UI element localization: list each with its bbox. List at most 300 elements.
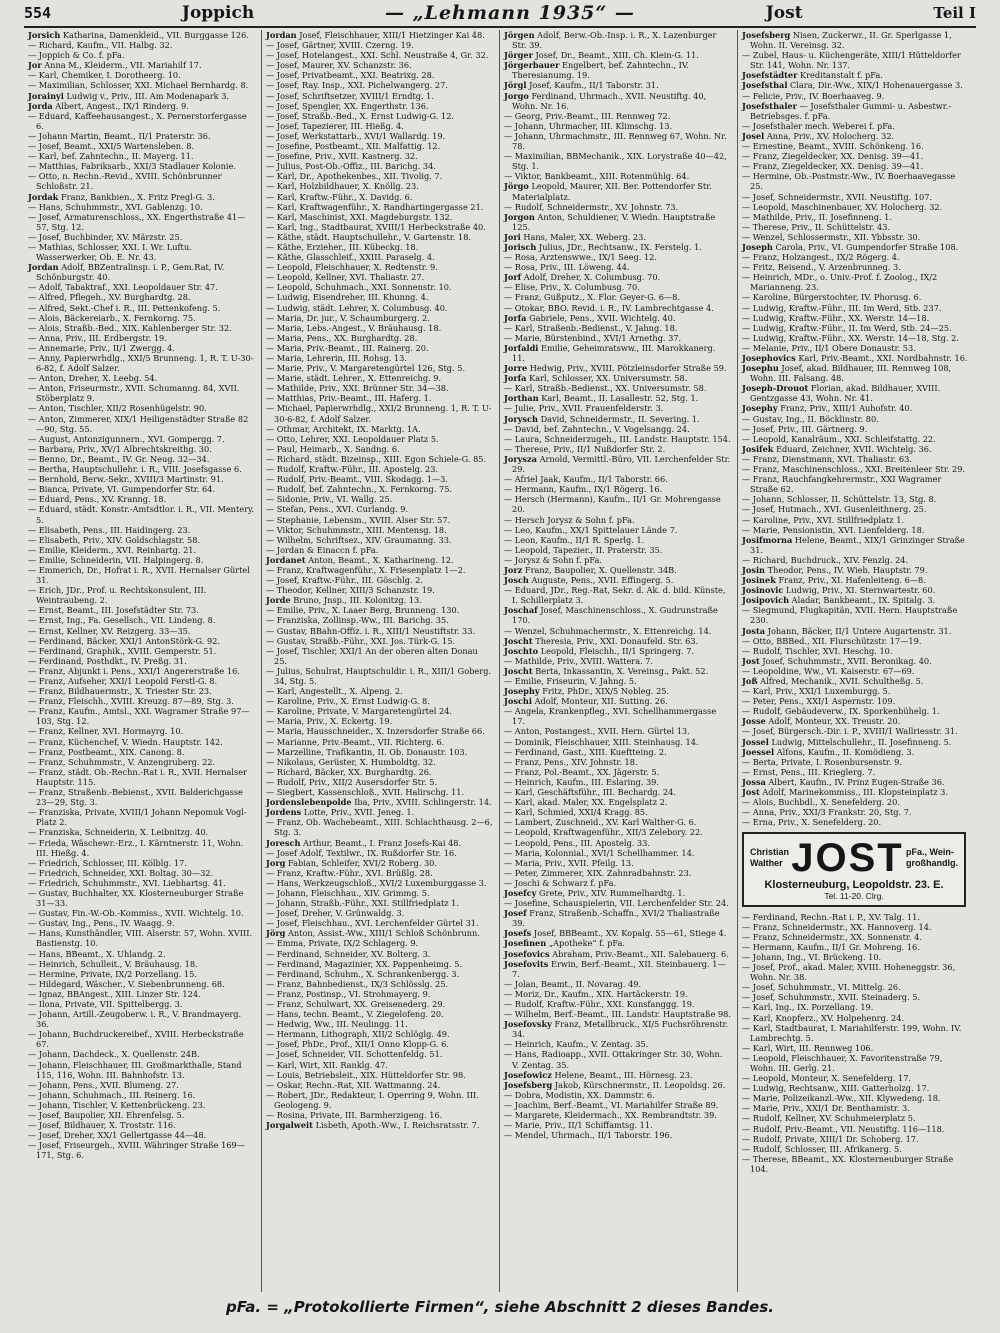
directory-entry	[266, 686, 493, 696]
directory-entry	[266, 333, 493, 343]
directory-entry	[742, 50, 970, 70]
directory-entry	[742, 696, 970, 706]
entry-text: — Karl, Angestellt., X. Alpeng. 2.	[266, 686, 403, 697]
entry-text: — Mathias, Schlosser, XXI. I. Wr. Luftu. Wasserwerker, Ob. E. Nr. 43.	[28, 241, 192, 263]
entry-text: — Rudolf, Priv.-Beamt., VII. Neustiftg. 116—118.	[742, 1123, 945, 1134]
directory-entry	[266, 525, 493, 535]
entry-text: — Wilhelm, Schriftsez., XIV. Graumanng. 33.	[266, 534, 452, 545]
directory-entry	[28, 60, 255, 70]
entry-text: — Leopoldine, Ww., VI. Kaiserstr. 67—69.	[742, 665, 915, 676]
directory-entry	[28, 615, 255, 625]
entry-text: — Siegbert, Kassenschloß., XVII. Halirschg. 11.	[266, 787, 465, 798]
entry-text: — Gustav, Fin.-W.-Ob.-Kommiss., XVII. Wichtelg. 10.	[28, 908, 244, 919]
entry-text: — Otto, n. Rechn.-Revid., XVIII. Schönbrunner Schloßstr. 21.	[28, 171, 222, 192]
directory-entry	[742, 1023, 970, 1043]
directory-entry	[28, 888, 255, 908]
entry-text: — Emmerich, Dr., Hofrat i. R., XVII. Hernalser Gürtel 31.	[28, 564, 250, 586]
entry-text: — Anton, Postangest., XVII. Hern. Gürtel 13.	[504, 726, 690, 737]
directory-entry	[504, 838, 731, 848]
directory-entry	[266, 262, 493, 272]
entry-text: — Hermann, Kaufm., IX/1 Rögerg. 16.	[504, 484, 663, 495]
entry-text: — Bernhold, Berw.-Sekr., XVIII/3 Martinstr. 91.	[28, 474, 224, 485]
directory-entry	[504, 949, 731, 959]
directory-entry	[28, 454, 255, 464]
directory-entry	[504, 999, 731, 1009]
directory-entry	[266, 626, 493, 636]
directory-entry	[742, 676, 970, 686]
directory-entry	[742, 272, 970, 292]
directory-entry	[742, 1002, 970, 1012]
entry-text: Emilie, Geheimratsww., III. Marokkanerg. 11.	[512, 342, 716, 363]
directory-entry	[504, 938, 731, 948]
directory-entry	[28, 131, 255, 141]
entry-text: — Josef, Schneider, VII. Schottenfeldg. 51.	[266, 1049, 443, 1060]
entry-surname: Josipovich	[742, 595, 790, 606]
directory-entry	[266, 181, 493, 191]
entry-text: — Laura, Schneiderzugeh., III. Landstr. Hauptstr. 154.	[504, 433, 731, 444]
entry-text: Lisbeth, Apoth.-Ww., I. Reichsratsstr. 7.	[315, 1120, 480, 1131]
entry-text: — Hedwig, Ww., III. Neulingg. 11.	[266, 1019, 408, 1030]
entry-text: — Karl, Straßb.-Bedienst., XX. Universumstr. 58.	[504, 383, 707, 394]
directory-entry	[266, 696, 493, 706]
entry-text: — Karl, Ing., Stadtbaurat, XVIII/1 Herbeckstraße 40.	[266, 221, 486, 232]
directory-entry	[742, 807, 970, 817]
directory-entry	[266, 636, 493, 646]
entry-text: — Josef, Priv., III. Gärtnerg. 9.	[742, 423, 868, 434]
entry-text: — Fritz, Reisend., V. Arzenbrunneg. 3.	[742, 262, 901, 273]
directory-entry	[742, 777, 970, 787]
directory-entry	[504, 605, 731, 625]
directory-entry	[28, 525, 255, 535]
directory-entry	[266, 666, 493, 686]
entry-surname: Jost	[742, 787, 760, 798]
entry-text: — Matthias, Fabriksarb., XXI/3 Stadlauer Kolonie.	[28, 161, 236, 172]
entry-text: — Franz, Schneidermstr., XX. Hannoverg. 14.	[742, 921, 932, 932]
entry-surname: Josephy	[504, 686, 540, 697]
entry-text: Theresia, Priv., XXI. Donaufeld. Str. 63.	[535, 635, 699, 646]
entry-text: — Peter, Pens., XXI/1 Aspernstr. 109.	[742, 696, 896, 707]
entry-text: Clara, Dir.-Ww., XIX/1 Hohenauergasse 3.	[790, 80, 963, 91]
entry-surname: Jordak	[28, 191, 59, 202]
entry-text: — Johann, Pens., XVII. Blumeng. 27.	[28, 1079, 179, 1090]
directory-entry	[266, 737, 493, 747]
directory-entry	[28, 827, 255, 837]
entry-text: — Franz, Straßenb.-Bebienst., XVII. Balderichgasse 23—29, Stg. 3.	[28, 787, 243, 808]
entry-text: — Rudolf, Schneidermstr., XV. Johnstr. 73.	[504, 201, 679, 212]
entry-text: — Richard, Buchdruck., XIV. Fenzlg. 24.	[742, 554, 909, 565]
footer-note: pFa. = „Protokollierte Firmen“, siehe Abschnitt 2 dieses Bandes.	[226, 1298, 774, 1316]
entry-text: — Nikolaus, Gerüster, X. Humboldtg. 32.	[266, 756, 436, 767]
entry-text: — Josef, PhDr., Prof., XII/1 Onno Klopp-G. 6.	[266, 1039, 449, 1050]
directory-entry	[266, 313, 493, 323]
directory-entry	[266, 938, 493, 948]
entry-text: — Karl, Kraftwagenführ., X. Randhartingergasse 21.	[266, 201, 484, 212]
entry-text: — Rudolf, Private, XIII/1 Dr. Schoberg. 17.	[742, 1133, 919, 1144]
entry-text: — Alfred, Sekt.-Chef i. R., III. Pettenkofeng. 5.	[28, 302, 221, 313]
entry-text: — Ludwig, Kraftw.-Führ., III. Im Werd, Stb. 237.	[742, 302, 942, 313]
entry-text: — Barbara, Priv., XV/1 Albrechtskreithg. 30.	[28, 443, 212, 454]
entry-text: Julius, JDr., Rechtsanw., IX. Ferstelg. 1.	[538, 241, 702, 252]
entry-text: — Josef, Maurer, XV. Schanzstr. 36.	[266, 60, 412, 71]
directory-entry	[742, 80, 970, 90]
directory-entry	[504, 414, 731, 424]
directory-entry	[504, 1080, 731, 1090]
entry-text: — Othmar, Architekt, IX. Marktg. 1A.	[266, 423, 421, 434]
columns-container	[24, 30, 976, 1292]
directory-entry	[742, 1083, 970, 1093]
ad-side-line-1: pFa., Wein-	[906, 847, 954, 858]
entry-text: — Otto, Lehrer, XXI. Leopoldauer Platz 5.	[266, 433, 439, 444]
directory-entry	[742, 817, 970, 827]
entry-text: — Hermine, Ob.-Postmstr.-Ww., IV. Boerhaavegasse 25.	[742, 171, 956, 192]
directory-entry	[504, 151, 731, 171]
directory-entry	[504, 535, 731, 545]
entry-text: Anton, Schuldiener, V. Wiedn. Hauptstraße 125.	[512, 211, 716, 232]
entry-surname: Josta	[742, 625, 766, 636]
entry-text: — Johann, Tischler, V. Kettenbrückeng. 23.	[28, 1099, 206, 1110]
directory-entry	[28, 908, 255, 918]
directory-entry	[266, 565, 493, 575]
directory-entry	[742, 646, 970, 656]
directory-entry	[504, 908, 731, 928]
directory-entry	[266, 585, 493, 595]
entry-text: — Franz, Aufseher, XXI/1 Leopold Ferstl-G. 8.	[28, 676, 218, 686]
entry-text: — Josefsthaler mech. Weberei f. pFa.	[742, 120, 895, 131]
entry-text: — Karl, Ing., IX. Porzellang. 19.	[742, 1002, 874, 1013]
entry-text: Hans, Maler, XX. Weberg. 23.	[523, 231, 646, 242]
entry-surname: Jordenslebenpolde	[266, 797, 352, 808]
entry-text: — Ludwig, Eisendreher, III. Khunng. 4.	[266, 292, 429, 303]
entry-text: — Anton, Zimmerer, XIX/1 Heiligenstädter Straße 82—90, Stg. 55.	[28, 413, 249, 434]
directory-entry	[504, 1019, 731, 1039]
entry-text: — Franziska, Private, XVIII/1 Johann Nepomuk Vogl-Platz 2.	[28, 807, 247, 828]
entry-text: — Ernst, Beamt., III. Josefstädter Str. 73.	[28, 605, 199, 616]
entry-text: — Leopold, Schuhmach., XXI. Sonnenstr. 10.	[266, 282, 452, 293]
left-keyword: Joppich	[181, 3, 255, 23]
entry-text: — Josef, Bildhauer, X. Troststr. 116.	[28, 1120, 176, 1131]
directory-entry	[28, 1060, 255, 1080]
directory-entry	[504, 171, 731, 181]
entry-text: — Leopold, Fleischhauer, X. Favoritenstraße 79, Wohn. III. Gerlg. 21.	[742, 1052, 943, 1073]
entry-surname: Jörgl	[504, 80, 527, 91]
directory-entry	[742, 1124, 970, 1134]
ad-name-line-1: Christian	[750, 847, 790, 858]
entry-text: Josef, Kaufm., II/1 Taborstr. 31.	[529, 80, 659, 91]
directory-entry	[742, 414, 970, 424]
entry-text: — Bianca, Private, VI. Gumpendorfer Str. 64.	[28, 484, 216, 495]
entry-text: — Rudolf, Priv.-Beamt., VIII. Skodagg. 1—3.	[266, 474, 448, 485]
directory-entry	[742, 716, 970, 726]
directory-entry	[742, 797, 970, 807]
ad-telephone: Tel. 11-20. Clrg.	[824, 890, 884, 901]
entry-text: David, Schneidermstr., II. Severing. 1.	[540, 413, 700, 424]
entry-text: — Marzelline, Trafikantin, II. Ob. Donaustr. 103.	[266, 746, 468, 757]
entry-text: — Ludwig, städt. Lehrer, X. Columbusg. 40.	[266, 302, 448, 313]
entry-text: — Karl, Stadtbaurat, I. Mariahilferstr. 199, Wohn. IV. Lambrechtg. 5.	[742, 1022, 962, 1043]
entry-text: — Franz, Schuhmmstr., V. Anzengruberg. 22.	[28, 756, 216, 767]
entry-text: Gabriele, Pens., XVII. Wichtelg. 40.	[529, 312, 676, 323]
entry-text: — Leopold, Tapezier., II. Praterstr. 35.	[504, 544, 663, 555]
directory-entry	[28, 666, 255, 676]
directory-entry	[266, 60, 493, 70]
entry-text: — Hans, Radioapp., XVII. Ottakringer Str. 30, Wohn. V. Zentag. 35.	[504, 1049, 723, 1070]
directory-entry	[266, 1009, 493, 1019]
entry-text: — Franz, Kaufm., Amtsl., XXI. Wagramer Straße 97—103, Stg. 12.	[28, 706, 250, 727]
entry-text: — Viktor, Schuhmmstr., XIII. Mentensg. 18.	[266, 524, 447, 535]
entry-text: — Friedrich, Schneider, XXI. Boltag. 30—32.	[28, 867, 214, 878]
entry-surname: Josefsthaler	[742, 100, 797, 111]
directory-entry	[504, 747, 731, 757]
directory-entry	[266, 1070, 493, 1080]
entry-text: — Jolan, Beamt., II. Novarag. 49.	[504, 978, 642, 989]
directory-entry	[28, 676, 255, 686]
directory-entry	[266, 101, 493, 111]
entry-text: — Käthe, Glasschleif., XXIII. Paraselg. 4.	[266, 252, 435, 263]
entry-text: — Josef, Schriftsetzer, XVIII/1 Erndtg. 1.	[266, 90, 434, 101]
entry-text: — Dominik, Fleischhauer, XIII. Steinhausg. 14.	[504, 736, 699, 747]
directory-entry	[742, 1103, 970, 1113]
directory-entry	[504, 777, 731, 787]
entry-text: — Johann, Uhrmachmstr., III. Rennweg 67, Wohn. Nr. 78.	[504, 130, 727, 152]
directory-entry	[504, 1009, 731, 1019]
directory-entry	[742, 952, 970, 962]
directory-entry	[742, 202, 970, 212]
directory-entry	[742, 787, 970, 797]
directory-entry	[28, 686, 255, 696]
directory-entry	[742, 292, 970, 302]
entry-surname: Josefinen	[504, 938, 547, 949]
entry-text: Leopold, Maurer, XII. Ber. Pottendorfer Str. Materialplatz.	[512, 181, 712, 202]
directory-entry	[266, 1090, 493, 1110]
directory-entry	[28, 141, 255, 151]
directory-entry	[28, 494, 255, 504]
directory-entry	[28, 989, 255, 999]
directory-entry	[266, 50, 493, 60]
entry-text: — Johann, Uhrmacher, III. Klimschg. 13.	[504, 120, 673, 131]
entry-surname: Jori	[504, 231, 521, 242]
entry-surname: Josefsberg	[742, 30, 791, 40]
entry-surname: Jorgalweit	[266, 1120, 313, 1131]
entry-text: — Siegmund, Flugkapitän, XVII. Hern. Hauptstraße 230.	[742, 605, 958, 626]
entry-text: Arnold, Vermittl.-Büro, VII. Lerchenfelder Str. 29.	[512, 453, 731, 475]
entry-text: — Ignaz, BBAngest., XIII. Linzer Str. 124.	[28, 988, 201, 999]
entry-text: — Maria, Lehrerin, III. Rohsg. 13.	[266, 353, 407, 363]
entry-text: Bruno, Jnsp., III. Kolonitzg. 13.	[293, 595, 422, 606]
directory-entry	[504, 858, 731, 868]
entry-text: — Karl, Dr., Apothekenbes., XII. Tivolig. 7.	[266, 171, 443, 182]
entry-text: — Josef, Dreher, V. Grünwaldg. 3.	[266, 908, 405, 919]
directory-entry	[266, 1019, 493, 1029]
entry-text: — Hans, BBeamt., X. Uhlandg. 2.	[28, 948, 166, 959]
entry-surname: Jorf	[504, 272, 522, 283]
entry-text: — Marie, Priv., XXI/1 Dr. Benthamistr. 3.	[742, 1103, 910, 1114]
directory-entry	[28, 383, 255, 403]
directory-entry	[504, 202, 731, 212]
entry-surname: Jossa	[742, 776, 766, 787]
directory-entry	[742, 595, 970, 605]
directory-entry	[266, 40, 493, 50]
directory-entry	[742, 161, 970, 171]
entry-text: — Josef, Gärtner, XVIII. Czerng. 19.	[266, 40, 414, 51]
directory-entry	[504, 827, 731, 837]
directory-entry	[504, 444, 731, 454]
directory-entry	[266, 949, 493, 959]
entry-text: — Peter, Zimmerer, XIX. Zahnradbahnstr. 23.	[504, 867, 692, 878]
directory-entry	[742, 232, 970, 242]
entry-surname: Josefcy	[504, 887, 537, 898]
entry-text: — Franz, Abjunkt i. Pens., XXI/1 Angererstraße 16.	[28, 665, 240, 676]
directory-entry	[742, 575, 970, 585]
directory-entry	[504, 585, 731, 605]
directory-entry	[504, 111, 731, 121]
entry-text: — Maria, Kolonnial., XVI/1 Schellhammer. 14.	[504, 847, 695, 858]
entry-text: Florian, akad. Bildhauer, XVIII. Gentzgasse 43, Wohn. Nr. 41.	[750, 383, 941, 404]
entry-surname: Josifmorna	[742, 534, 793, 545]
entry-text: — Gustav, Straßb.-Führ., XXI. Jos. Türk-G. 15.	[266, 635, 456, 646]
entry-text: — Karoline, Priv., XVI. Stillfriedplatz 1.	[742, 514, 905, 525]
directory-entry	[28, 30, 255, 40]
directory-entry	[742, 323, 970, 333]
directory-entry	[28, 626, 255, 636]
entry-text: — Josef, Prof., akad. Maler, XVIII. Hoheneggstr. 36, Wohn. Nr. 38.	[742, 962, 956, 983]
entry-text: — Hermine, Private, IX/2 Porzellang. 15.	[28, 968, 197, 979]
directory-entry	[266, 726, 493, 736]
entry-text: — Maximilian, Schlosser, XXI. Michael Bernhardg. 8.	[28, 80, 249, 91]
directory-entry	[266, 716, 493, 726]
entry-text: — Karl, Maschinist, XXI. Magdeburgstr. 132.	[266, 211, 453, 222]
directory-entry	[28, 333, 255, 343]
entry-surname: Jorsich	[28, 30, 61, 40]
entry-surname: Josinek	[742, 575, 776, 586]
entry-text: — Georg, Priv.-Beamt., III. Rennweg 72.	[504, 110, 671, 121]
entry-text: — Anny, Papierwrhdlg., XXI/5 Brunneng. 1, R. T. U-30-6-82, f. Adolf Salzer.	[28, 353, 254, 374]
entry-text: — Moriz, Dr., Kaufm., XIX. Hartäckerstr. 19.	[504, 988, 688, 999]
entry-text: — Ernst, Kellner, XV. Reizgerg. 33—35.	[28, 625, 191, 636]
directory-entry	[266, 282, 493, 292]
entry-text: — Johann, Straßb.-Führ., XXI. Stillfriedplatz 1.	[266, 898, 459, 909]
directory-entry	[266, 1120, 493, 1130]
directory-entry	[28, 343, 255, 353]
directory-entry	[28, 838, 255, 858]
column-1	[24, 30, 262, 1292]
entry-surname: Jorfa	[504, 312, 527, 323]
entry-surname: Jörgerbauer	[504, 60, 560, 71]
directory-entry	[742, 962, 970, 982]
ad-address: Klosterneuburg, Leopoldstr. 23. E.	[764, 879, 944, 892]
directory-entry	[28, 40, 255, 50]
entry-text: Aladar, Bankbeamt., IX. Spitalg. 3.	[791, 595, 936, 606]
entry-text: — Wenzel, Schuhmachermstr., X. Ettenreichg. 14.	[504, 625, 712, 636]
entry-text: Leopold, Fleischh., II/1 Springerg. 7.	[540, 645, 695, 656]
entry-text: Iba, Priv., XVIII. Schlingerstr. 14.	[354, 797, 492, 808]
entry-text: — Annemarie, Priv., II/1 Zwergg. 4.	[28, 342, 175, 353]
entry-surname: Josch	[504, 575, 529, 586]
directory-entry	[28, 646, 255, 656]
directory-entry	[742, 525, 970, 535]
entry-text: — Käthe, Erzieher., III. Kübeckg. 18.	[266, 241, 419, 252]
entry-text: Adolf, Dreher, X. Columbusg. 70.	[523, 272, 661, 283]
entry-surname: Josef	[504, 908, 527, 919]
directory-entry	[28, 474, 255, 484]
entry-text: — Elisabeth, Priv., XIV. Goldschlagstr. 58.	[28, 534, 201, 545]
directory-entry	[504, 989, 731, 999]
entry-surname: Jorde	[266, 595, 291, 606]
entry-text: Josef, Dr., Beamt., XIII. Ch. Klein-G. 11.	[535, 50, 699, 61]
entry-text: Franz, Metallbruck., XI/5 Fuchsröhrenstr. 34.	[512, 1019, 729, 1040]
directory-entry	[742, 515, 970, 525]
directory-entry	[266, 252, 493, 262]
directory-entry	[266, 393, 493, 403]
entry-text: — Hans, Schuhmmstr., XVI. Gablenzg. 10.	[28, 201, 203, 212]
directory-entry	[266, 80, 493, 90]
directory-entry	[742, 1053, 970, 1073]
entry-text: — Karl, Geschäftsführ., III. Bechardg. 24.	[504, 787, 676, 798]
directory-entry	[266, 343, 493, 353]
entry-text: — Franz, Ziegeldecker, XX. Denisg. 39—41.	[742, 151, 924, 162]
directory-entry	[742, 434, 970, 444]
column-3	[500, 30, 738, 1292]
entry-text: — Gustav, Ing., Pens., IV. Waagg. 9.	[28, 918, 175, 929]
directory-entry	[266, 989, 493, 999]
entry-surname: Joscht	[504, 665, 533, 676]
entry-text: — Johann, Schuhmach., III. Reinerg. 16.	[28, 1089, 196, 1100]
entry-text: — Ludwig, Kraftw.-Führ., II. Im Werd, Stb. 24—25.	[742, 322, 952, 333]
directory-entry	[504, 898, 731, 908]
entry-text: Theodor, Pens., IV. Wieb. Hauptstr. 79.	[767, 564, 928, 575]
directory-entry	[504, 706, 731, 726]
directory-entry	[28, 292, 255, 302]
directory-entry	[742, 444, 970, 454]
entry-text: — Leopold, Pens., III. Apostelg. 33.	[504, 837, 650, 848]
entry-text: — Gustav, Buchhalter, XX. Klosterneuburger Straße 31—33.	[28, 887, 244, 909]
entry-surname: Jorthan	[504, 393, 539, 404]
directory-entry	[266, 424, 493, 434]
entry-text: — Adolf, Tabaktraf., XXI. Leopoldauer Str. 47.	[28, 282, 218, 293]
directory-entry	[266, 494, 493, 504]
entry-text: — Rudolf, Kellner, XV. Schuhmeierplatz 5.	[742, 1113, 916, 1124]
directory-entry	[266, 838, 493, 848]
directory-entry	[266, 70, 493, 80]
directory-entry	[504, 424, 731, 434]
entry-surname: Jorfaldi	[504, 342, 539, 353]
entry-text: — Frieda, Wäschewr.-Erz., I. Kärntnerstr. 11, Wohn. III. Hießg. 4.	[28, 837, 244, 858]
directory-entry	[266, 212, 493, 222]
entry-text: Adolf, BBZentralinsp. i. P., Gem.Rat, IV. Schönburgstr. 40.	[36, 262, 225, 283]
directory-entry	[28, 80, 255, 90]
entry-text: — Anton, Dreher, X. Leebg. 54.	[28, 373, 158, 384]
entry-text: — Melanie, Priv., II/1 Obere Donaustr. 53.	[742, 342, 916, 353]
directory-entry	[28, 403, 255, 413]
entry-text: — Benno, Dr., Beamt., IV. Gr. Neug. 32—34.	[28, 453, 210, 464]
entry-text: Nisen, Zuckerwr., II. Gr. Sperlgasse 1, Wohn. II. Vereinsg. 32.	[750, 30, 952, 51]
entry-text: — Anna, Priv., III. Erdbergstr. 19.	[28, 332, 167, 343]
entry-surname: Josefovics	[504, 948, 550, 959]
entry-text: — Rosa, Arztenswwe., IX/1 Seeg. 12.	[504, 252, 657, 263]
entry-text: Adolf, Monteur, XX. Treustr. 20.	[768, 716, 901, 727]
directory-entry	[742, 1134, 970, 1144]
directory-entry	[742, 912, 970, 922]
entry-text: — Franz, Kraftwagenführ., X. Friesenplatz 1—2.	[266, 564, 466, 575]
entry-text: Adolf, Marinekommiss., III. Klopsteinplatz 3.	[762, 787, 948, 798]
directory-entry	[504, 767, 731, 777]
entry-text: — Stephanie, Lebensm., XVIII. Alser Str. 57.	[266, 514, 451, 525]
entry-text: — Josef, Spengler, XX. Engerthstr. 136.	[266, 100, 429, 111]
directory-entry	[28, 585, 255, 605]
entry-text: — Franz, Kellner, XVI. Hormayrg. 10.	[28, 726, 184, 737]
directory-entry	[266, 646, 493, 666]
directory-entry	[742, 1154, 970, 1174]
directory-entry	[28, 969, 255, 979]
